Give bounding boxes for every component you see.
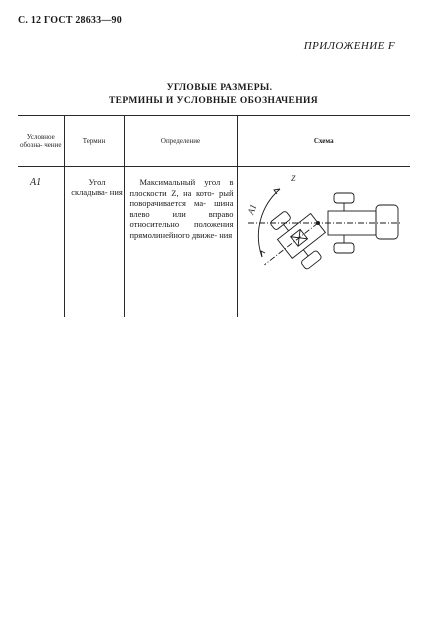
terms-table [18, 115, 410, 317]
symbol-value: A1 [30, 177, 42, 188]
header-term: Термин [64, 116, 124, 167]
symbol-cell [18, 167, 64, 318]
table-row [18, 167, 410, 318]
title-line-1: УГЛОВЫЕ РАЗМЕРЫ. [166, 83, 273, 93]
table-header-row [18, 116, 410, 167]
appendix-label: ПРИЛОЖЕНИЕ F [303, 40, 395, 52]
definition-value: Максимальный угол в плоскости Z, на кото- рый поворачивается ма- шина влево или вправо относительно положения прямолинейного движе- ния [129, 177, 234, 240]
arc-arrow-bottom [261, 251, 265, 257]
term-value: Угол складыва- ния [71, 177, 123, 197]
definition-cell [124, 167, 237, 318]
header-definition: Определение [124, 116, 237, 167]
vertex-label: Z [290, 174, 295, 183]
header-scheme: Схема [237, 116, 410, 167]
title-line-2: ТЕРМИНЫ И УСЛОВНЫЕ ОБОЗНАЧЕНИЯ [108, 96, 319, 106]
front-section [245, 199, 336, 281]
header-symbol: Условное обозна- чение [18, 116, 64, 167]
page-header: С. 12 ГОСТ 28633—90 [18, 15, 122, 26]
scheme-cell [237, 167, 410, 318]
angle-label: A1 [244, 202, 258, 216]
section-title [0, 82, 427, 108]
articulation-angle-diagram [240, 171, 408, 281]
term-cell [64, 167, 124, 318]
